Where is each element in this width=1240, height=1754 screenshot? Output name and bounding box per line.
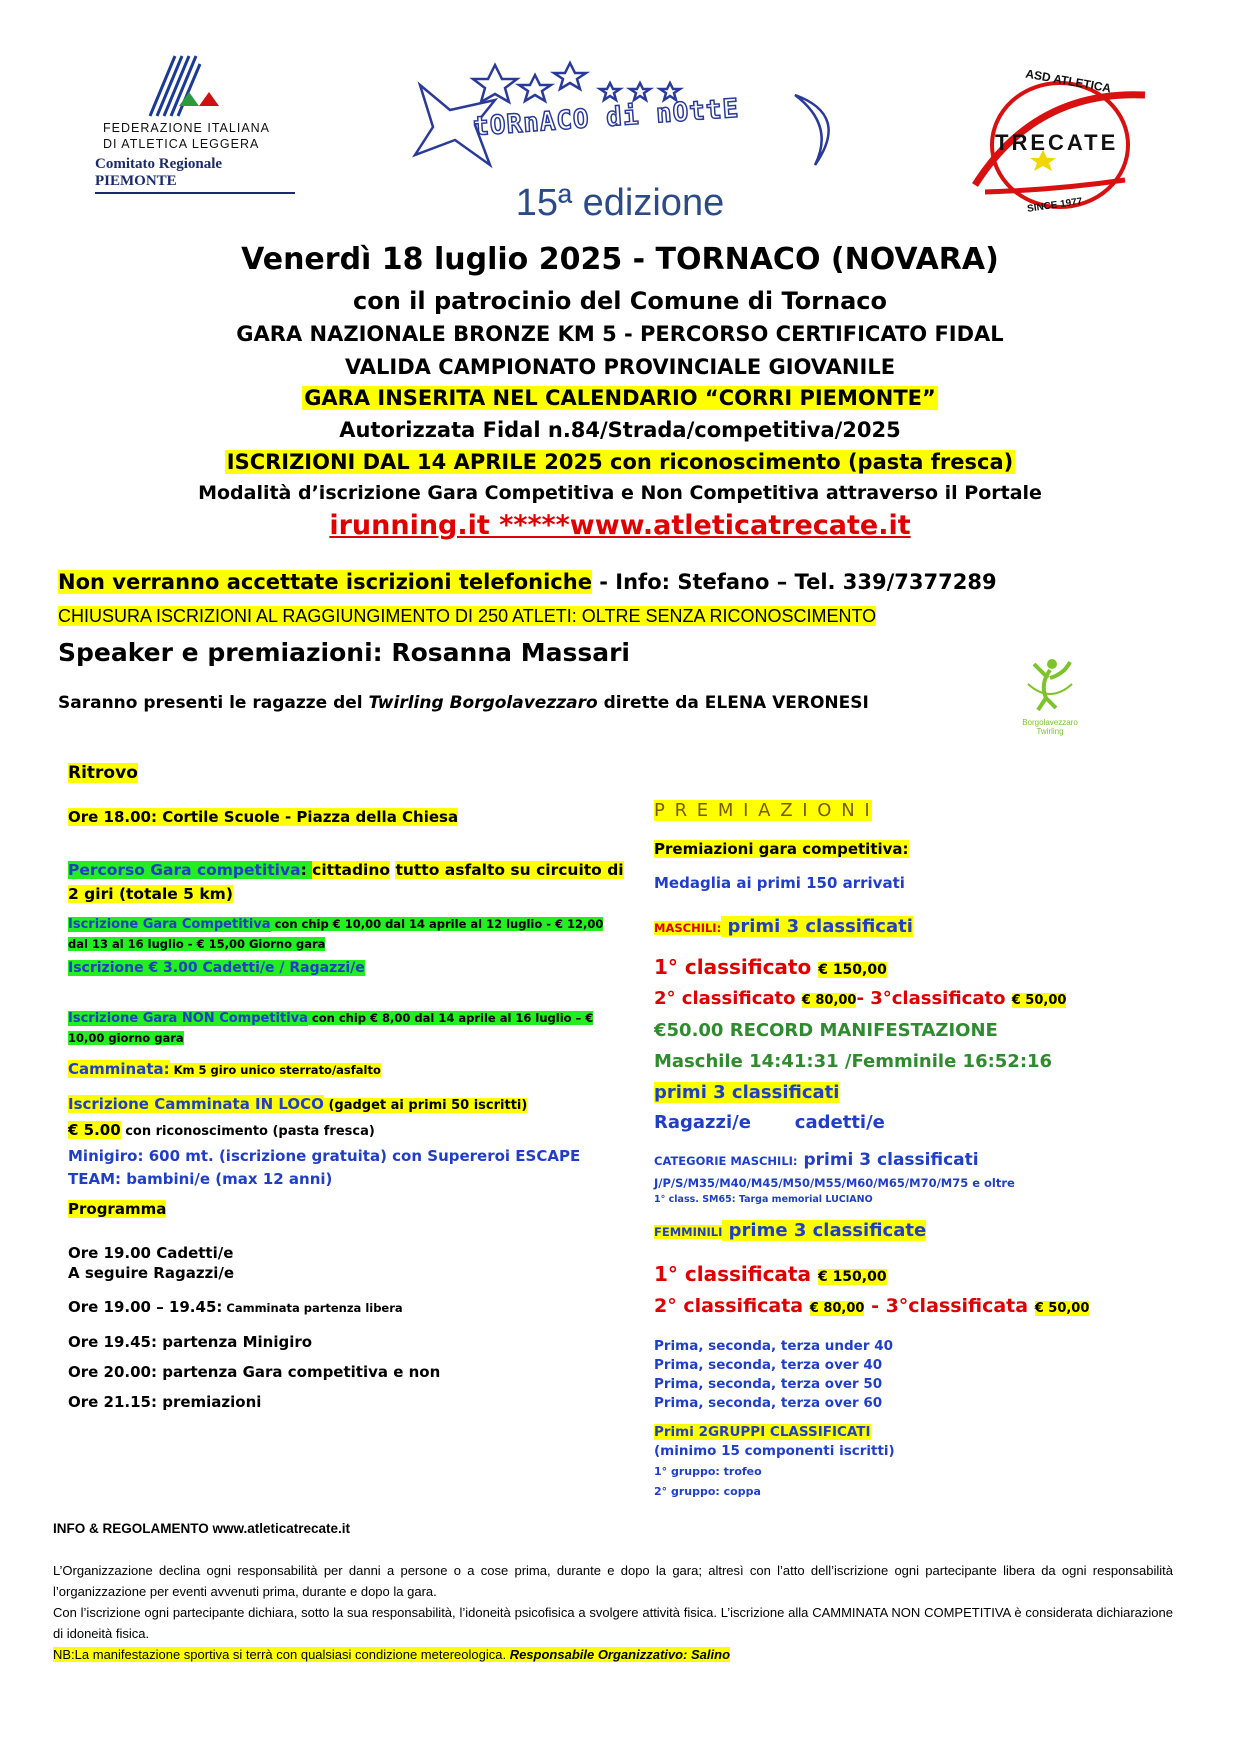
programma-item-3: Ore 19.45: partenza Minigiro [68, 1333, 313, 1351]
percorso-label: Percorso Gara competitiva [68, 861, 301, 879]
contact-info: - Info: Stefano – Tel. 339/7377289 [591, 570, 997, 594]
gruppi-prizes [654, 1462, 762, 1502]
iscrizione-camminata-note: con riconoscimento (pasta fresca) [120, 1124, 375, 1139]
under40-line: Prima, seconda, terza under 40 [654, 1338, 893, 1354]
f2-prize: € 80,00 [809, 1301, 865, 1316]
programma-item-1 [68, 1243, 234, 1283]
disclaimer-paragraph: L’Organizzazione declina ogni responsabilità per danni a persone o a cose prima, durante e dopo la gara; altresì con l’atto dell’iscrizione ogni partecipante libera da ogni responsabilità l’organizzazione per eventi avvenuti prima, durante e dopo la gara. [53, 1563, 1173, 1599]
gruppo1-line: 1° gruppo: trofeo [654, 1465, 762, 1478]
prog-2b: Camminata partenza libera [222, 1301, 403, 1315]
percorso-asfalto: tutto asfalto su circuito di [395, 861, 624, 879]
fidal-logo [95, 48, 295, 198]
iscrizione-competitiva-dates: dal 14 aprile al 12 luglio - € 12,00 [385, 917, 604, 931]
maschili-primi: primi 3 classificati [721, 916, 913, 937]
no-phone-registration: Non verranno accettate iscrizioni telefoniche [58, 570, 592, 594]
m3-prize: € 50,00 [1011, 993, 1067, 1008]
twirling-post: dirette da ELENA VERONESI [597, 693, 869, 713]
iscrizione-competitiva-late: dal 13 al 16 luglio - € 15,00 Giorno gara [68, 937, 326, 951]
programma-item-4: Ore 20.00: partenza Gara competitiva e non [68, 1363, 441, 1381]
iscrizioni-dates-line: ISCRIZIONI DAL 14 APRILE 2025 con riconoscimento (pasta fresca) [226, 450, 1014, 474]
programma-item-2 [68, 1298, 403, 1316]
ritrovo-heading: Ritrovo [68, 763, 138, 783]
info-regolamento: INFO & REGOLAMENTO www.atleticatrecate.it [53, 1521, 351, 1536]
speaker-line: Speaker e premiazioni: Rosanna Massari [58, 638, 630, 667]
primi3-line: primi 3 classificati [654, 1082, 840, 1103]
categorie-line [654, 1150, 979, 1170]
prog-1b: A seguire Ragazzi/e [68, 1264, 235, 1282]
age-awards-block [654, 1337, 893, 1413]
tornaco-di-notte-logo [395, 55, 855, 185]
minigiro-line1: Minigiro: 600 mt. (iscrizione gratuita) con Supereroi ESCAPE [68, 1147, 581, 1165]
idoneita-paragraph: Con l’iscrizione ogni partecipante dichiara, sotto la sua responsabilità, l’idoneità psicofisica a svolgere attività fisica. L’iscrizione alla CAMMINATA NON COMPETITIVA è considerata dichiarazione di idoneità fisica. [53, 1605, 1173, 1641]
modalita-line: Modalità d’iscrizione Gara Competitiva e Non Competitiva attraverso il Portale [198, 482, 1042, 504]
iscrizione-cadetti-cat: Cadetti/e / Ragazzi/e [197, 960, 365, 976]
iscrizione-camminata-price: € 5.00 [68, 1121, 121, 1139]
iscrizione-non-competitiva-label: Iscrizione Gara NON Competitiva [68, 1011, 308, 1026]
gruppi-heading: Primi 2GRUPPI CLASSIFICATI [654, 1424, 871, 1440]
ragazzi-cadetti: Ragazzi/e cadetti/e [654, 1112, 885, 1133]
femminili-seconda-terza [654, 1295, 1089, 1317]
iscrizione-cadetti-price: Iscrizione € 3.00 [68, 960, 198, 976]
percorso-block [68, 858, 628, 906]
nb-text: NB:La manifestazione sportiva si terrà con qualsiasi condizione metereologica. [53, 1647, 510, 1662]
categorie-label: CATEGORIE MASCHILI: [654, 1154, 798, 1168]
prog-1a: Ore 19.00 Cadetti/e [68, 1244, 234, 1262]
femminili-label: FEMMINILI [654, 1225, 723, 1239]
percorso-cittadino: cittadino [312, 861, 391, 879]
nb-line [53, 1644, 1173, 1665]
fidal-line3: Comitato Regionale PIEMONTE [95, 156, 295, 194]
over40-line: Prima, seconda, terza over 40 [654, 1357, 883, 1373]
fidal-line2: DI ATLETICA LEGGERA [103, 137, 260, 151]
iscrizione-non-competitiva-price: con chip € 8,00 dal 14 aprile al 16 luglio – € [307, 1011, 594, 1025]
fidal-emblem-icon [95, 48, 295, 118]
record-line: €50.00 RECORD MANIFESTAZIONE [654, 1020, 998, 1041]
premiazioni-competitiva: Premiazioni gara competitiva: [654, 840, 909, 858]
edizione-title: 15ª edizione [515, 182, 725, 224]
valida-line: VALIDA CAMPIONATO PROVINCIALE GIOVANILE [344, 355, 896, 379]
gara-line: GARA NAZIONALE BRONZE KM 5 - PERCORSO CERTIFICATO FIDAL [236, 322, 1004, 346]
iscrizione-non-competitiva-late: 10,00 giorno gara [68, 1031, 184, 1045]
over60-line: Prima, seconda, terza over 60 [654, 1395, 883, 1411]
twirling-pre: Saranno presenti le ragazze del [58, 693, 369, 713]
percorso-giri: 2 giri (totale 5 km) [68, 885, 233, 903]
medaglia-line: Medaglia ai primi 150 arrivati [654, 874, 905, 892]
date-place-heading: Venerdì 18 luglio 2025 - TORNACO (NOVARA) [241, 242, 999, 277]
autorizzata-line: Autorizzata Fidal n.84/Strada/competitiva/2025 [339, 418, 901, 442]
programma-heading: Programma [68, 1200, 167, 1218]
programma-item-5: Ore 21.15: premiazioni [68, 1393, 262, 1411]
fidal-line1: FEDERAZIONE ITALIANA [103, 121, 271, 135]
f2-label: 2° classificata [654, 1295, 810, 1317]
maschili-secondo-terzo [654, 988, 1066, 1009]
categorie-list: J/P/S/M35/M40/M45/M50/M55/M60/M65/M70/M75 e oltre [654, 1176, 1015, 1190]
trecate-top-text: ASD ATLETICA [1024, 66, 1113, 96]
twirling-logo [1020, 654, 1080, 736]
over50-line: Prima, seconda, terza over 50 [654, 1376, 883, 1392]
m2-prize: € 80,00 [801, 993, 857, 1008]
trecate-since: SINCE 1977 [1026, 196, 1084, 215]
iscrizione-competitiva-label: Iscrizione Gara Competitiva [68, 917, 271, 932]
f1-label: 1° classificata [654, 1262, 818, 1286]
m3-label: - 3°classificato [856, 988, 1012, 1009]
registration-links[interactable]: irunning.it *****www.atleticatrecate.it [329, 510, 911, 541]
chiusura-iscrizioni: CHIUSURA ISCRIZIONI AL RAGGIUNGIMENTO DI 250 ATLETI: OLTRE SENZA RICONOSCIMENTO [58, 606, 877, 626]
categorie-primi: primi 3 classificati [797, 1150, 979, 1170]
iscrizione-camminata-block [68, 1092, 527, 1144]
prog-2a: Ore 19.00 – 19.45: [68, 1298, 223, 1316]
premiazioni-heading: P R E M I A Z I O N I [654, 800, 872, 821]
calendario-line: GARA INSERITA NEL CALENDARIO “CORRI PIEMONTE” [304, 386, 936, 410]
twirling-logo-text: Borgolavezzaro Twirling [1022, 718, 1078, 736]
iscrizione-cadetti [68, 960, 365, 976]
twirling-line [58, 693, 869, 713]
iscrizione-camminata-gadget: (gadget ai primi 50 iscritti) [323, 1098, 528, 1113]
camminata-label: Camminata: [68, 1060, 170, 1078]
record-times: Maschile 14:41:31 /Femminile 16:52:16 [654, 1051, 1053, 1072]
camminata-desc: Km 5 giro unico sterrato/asfalto [169, 1063, 381, 1077]
iscrizione-competitiva-block [68, 914, 628, 953]
maschili-line [654, 916, 913, 937]
camminata-line [68, 1060, 381, 1078]
iscrizione-camminata-label: Iscrizione Camminata IN LOCO [68, 1095, 324, 1113]
ritrovo-time: Ore 18.00: Cortile Scuole - Piazza della Chiesa [68, 808, 459, 826]
tornaco-logo-text: tORnACO di nOttE [472, 93, 741, 143]
gruppi-block [654, 1423, 895, 1461]
femminili-prime: prime 3 classificate [722, 1220, 927, 1241]
maschili-primo [654, 955, 887, 979]
percorso-sep: : [300, 861, 313, 879]
minigiro-line2: TEAM: bambini/e (max 12 anni) [68, 1170, 333, 1188]
m1-label: 1° classificato [654, 955, 819, 979]
twirler-icon [1020, 654, 1080, 714]
femminili-line [654, 1220, 926, 1241]
iscrizione-non-competitiva-block [68, 1008, 628, 1047]
gruppo2-line: 2° gruppo: coppa [654, 1485, 761, 1498]
patrocinio-line: con il patrocinio del Comune di Tornaco [353, 287, 887, 315]
trecate-name: TRECATE [995, 130, 1119, 155]
iscrizione-competitiva-price: con chip € 10,00 [270, 917, 386, 931]
gruppi-minimo: (minimo 15 componenti iscritti) [654, 1443, 895, 1459]
femminili-prima [654, 1262, 887, 1286]
responsabile-text: Responsabile Organizzativo: Salino [509, 1647, 731, 1662]
f3-label: - 3°classificata [864, 1295, 1035, 1317]
f1-prize: € 150,00 [817, 1269, 887, 1285]
m2-label: 2° classificato [654, 988, 802, 1009]
twirling-name: Twirling Borgolavezzaro [368, 693, 598, 713]
f3-prize: € 50,00 [1034, 1301, 1090, 1316]
m1-prize: € 150,00 [818, 962, 887, 978]
sm65-line: 1° class. SM65: Targa memorial LUCIANO [654, 1194, 873, 1205]
minigiro-block [68, 1145, 580, 1191]
maschili-label: MASCHILI: [654, 921, 722, 935]
